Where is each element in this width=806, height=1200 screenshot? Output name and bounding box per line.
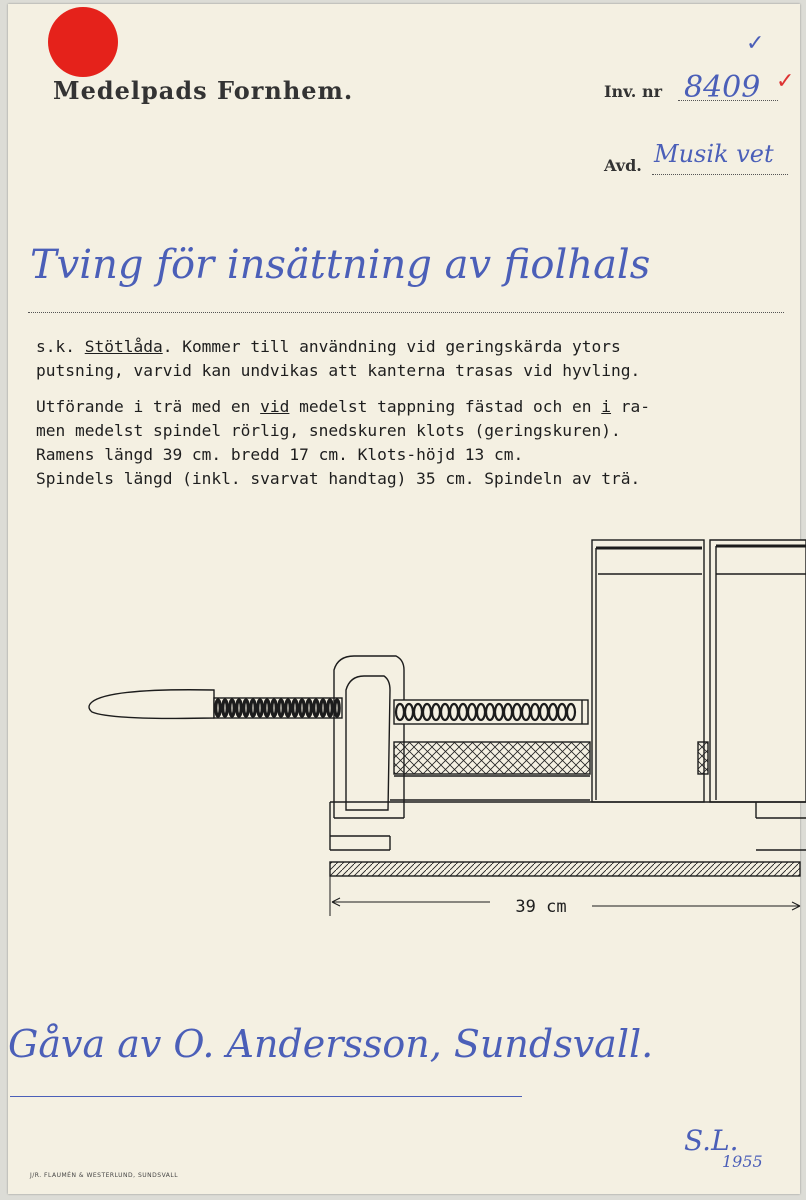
description-line-6: Spindels längd (inkl. svarvat handtag) 35 cm. Spindeln av trä. bbox=[36, 469, 641, 488]
dimension-label: 39 cm bbox=[515, 897, 567, 917]
handle-drawing bbox=[89, 690, 214, 719]
inventory-label: Inv. nr bbox=[604, 82, 663, 101]
signature-year: 1955 bbox=[722, 1152, 763, 1171]
block-left bbox=[592, 540, 704, 802]
department-value: Musik vet bbox=[654, 140, 774, 168]
term-stotlada: Stötlåda bbox=[84, 337, 163, 356]
donor-note: Gåva av O. Andersson, Sundsvall. bbox=[8, 1022, 654, 1066]
description-line-1: s.k. Stötlåda. Kommer till användning vid geringskärda ytors bbox=[36, 337, 621, 356]
frame-upright bbox=[334, 656, 404, 818]
object-title: Tving för insättning av fiolhals bbox=[30, 242, 651, 288]
crosshatched-rail bbox=[390, 742, 590, 800]
inventory-number: 8409 bbox=[684, 70, 761, 105]
base-board bbox=[330, 802, 806, 876]
description-line-4: men medelst spindel rörlig, snedskuren klots (geringskuren). bbox=[36, 421, 621, 440]
red-check-icon: ✓ bbox=[776, 68, 795, 93]
donor-underline bbox=[10, 1096, 522, 1097]
printer-imprint: J/R. FLAUMÉN & WESTERLUND, SUNDSVALL bbox=[30, 1172, 179, 1179]
description-line-2: putsning, varvid kan undvikas att kanterna trasas vid hyvling. bbox=[36, 361, 641, 380]
organization-name: Medelpads Fornhem. bbox=[53, 76, 354, 105]
description-line-5: Ramens längd 39 cm. bredd 17 cm. Klots-höjd 13 cm. bbox=[36, 445, 524, 464]
description-line-3: Utförande i trä med en vid medelst tappning fästad och en i ra- bbox=[36, 397, 651, 416]
blue-check-icon: ✓ bbox=[746, 30, 765, 55]
block-right bbox=[698, 540, 806, 802]
department-label: Avd. bbox=[604, 156, 642, 175]
signature: S.L. bbox=[684, 1124, 739, 1157]
